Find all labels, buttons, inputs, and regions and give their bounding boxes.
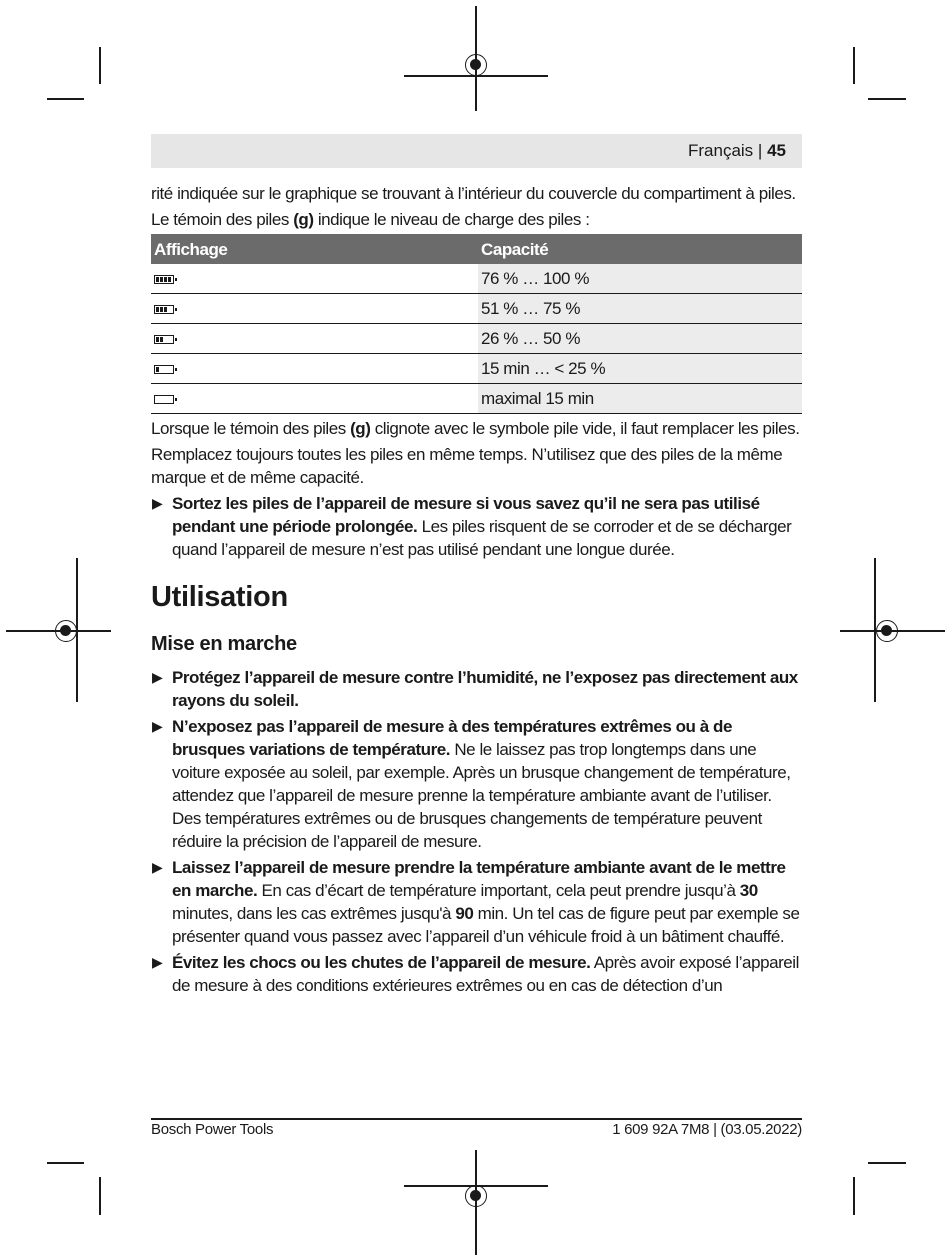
crop-mark [47, 98, 84, 100]
capacity-cell: 26 % … 50 % [478, 324, 802, 354]
capacity-cell: 76 % … 100 % [478, 264, 802, 294]
crop-mark [853, 1177, 855, 1215]
table-row [151, 354, 802, 384]
header-text [688, 140, 786, 162]
intro-paragraph: rité indiquée sur le graphique se trouvant à l’intérieur du couvercle du compartiment à piles. [151, 184, 796, 203]
battery-indicator-intro: Le témoin des piles (g) indique le niveau de charge des piles : [151, 210, 590, 229]
crop-mark [99, 1177, 101, 1215]
table-header-row [151, 234, 802, 264]
crop-mark [868, 98, 906, 100]
table-row [151, 264, 802, 294]
crop-mark [868, 1162, 906, 1164]
footer-brand: Bosch Power Tools [151, 1121, 274, 1138]
bullet-arrow-icon: ▶ [152, 718, 163, 734]
subsection-title: Mise en marche [151, 633, 297, 655]
battery-level-icon [154, 395, 174, 404]
battery-replace-paragraph: Remplacez toujours toutes les piles en même temps. N’utilisez que des piles de la même marque et de même capacité. [151, 445, 783, 487]
column-header-capacity: Capacité [478, 234, 802, 264]
bullet-arrow-icon: ▶ [152, 859, 163, 875]
column-header-display: Affichage [151, 234, 478, 264]
battery-display-cell [151, 354, 478, 384]
battery-level-icon [154, 305, 174, 314]
battery-blink-paragraph: Lorsque le témoin des piles (g) clignote avec le symbole pile vide, il faut remplacer les piles. [151, 419, 800, 438]
page-header [151, 134, 802, 168]
bullet-arrow-icon: ▶ [152, 669, 163, 685]
capacity-cell: maximal 15 min [478, 384, 802, 414]
capacity-cell: 15 min … < 25 % [478, 354, 802, 384]
page-number: 45 [767, 141, 786, 160]
battery-display-cell [151, 264, 478, 294]
warning-ambient-temperature: ▶ Laissez l’appareil de mesure prendre la température ambiante avant de le mettre en marche. En cas d’écart de température important, cela peut prendre jusqu’à 30 minutes, dans les cas extrêmes jusqu'à 90 min. Un tel cas de figure peut par exemple se présenter quand vous passez avec l’appareil d’un véhicule froid à un bâtiment chauffé. [152, 858, 800, 946]
header-section: Français [688, 141, 754, 160]
warning-humidity: ▶ Protégez l’appareil de mesure contre l’humidité, ne l’exposez pas directement aux rayons du soleil. [152, 668, 798, 710]
battery-level-icon [154, 275, 174, 284]
header-separator: | [757, 141, 763, 160]
warning-temperature: ▶ N’exposez pas l’appareil de mesure à des températures extrêmes ou à de brusques variations de température. Ne le laissez pas trop longtemps dans une voiture exposée au soleil, par exemple. Après un brusque changement de température, attendez que l’appareil de mesure prenne la température ambiante avant de l’utiliser. Des températures extrêmes ou de brusques changements de température peuvent réduire la précision de l’appareil de mesure. [152, 717, 791, 851]
table-row [151, 324, 802, 354]
capacity-cell: 51 % … 75 % [478, 294, 802, 324]
battery-display-cell [151, 324, 478, 354]
footer-doc-number: 1 609 92A 7M8 | (03.05.2022) [612, 1121, 802, 1138]
battery-display-cell [151, 384, 478, 414]
warning-shocks: ▶ Évitez les chocs ou les chutes de l’appareil de mesure. Après avoir exposé l’appareil de mesure à des conditions extérieures extrêmes ou en cas de détection d’un [152, 953, 799, 995]
crop-mark [853, 47, 855, 84]
battery-table-body [151, 264, 802, 414]
bullet-arrow-icon: ▶ [152, 495, 163, 511]
warning-remove-batteries: ▶ Sortez les piles de l’appareil de mesure si vous savez qu’il ne sera pas utilisé pendant une période prolongée. Les piles risquent de se corroder et de se décharger quand l’appareil de mesure n’est pas utilisé pendant une longue durée. [152, 494, 792, 559]
page-content [151, 182, 802, 1000]
battery-level-table [151, 234, 802, 414]
battery-display-cell [151, 294, 478, 324]
crop-mark [47, 1162, 84, 1164]
section-title: Utilisation [151, 581, 288, 613]
table-row [151, 384, 802, 414]
battery-level-icon [154, 335, 174, 344]
table-row [151, 294, 802, 324]
bullet-arrow-icon: ▶ [152, 954, 163, 970]
battery-level-icon [154, 365, 174, 374]
crop-mark [99, 47, 101, 84]
